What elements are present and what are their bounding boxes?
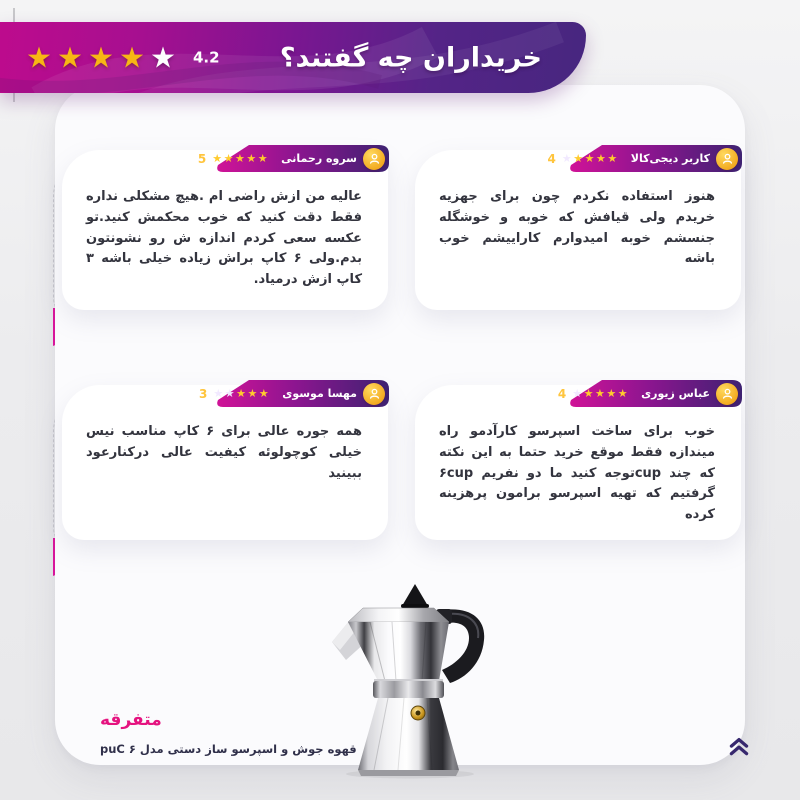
review-text: همه جوره عالی برای ۶ کاپ مناسب نیس خیلی کوچولوئه کیفیت عالی درکنارعود ببینید	[86, 424, 362, 481]
review-rating-value: 4	[557, 386, 567, 401]
reviewer-name: کاربر دیجی‌کالا	[630, 152, 710, 165]
review-rating-value: 5	[197, 151, 207, 166]
review-star-rating-icons: ★★★★★	[212, 152, 270, 165]
overall-star-rating-icons: ★★★★★	[26, 40, 181, 74]
category-label: متفرقه	[100, 710, 162, 730]
reviewer-name: سروه رحمانی	[281, 152, 357, 165]
double-chevron-up-icon[interactable]	[726, 732, 752, 758]
review-text: هنوز استفاده نکردم چون برای جهزیه خریدم ولی قیافش که خوبه و خوشگله جنسشم خوبه امیدوارم کاراییشم خوب باشه	[439, 189, 715, 267]
page-title: خریداران چه گفتند؟	[279, 42, 542, 73]
user-avatar-icon	[363, 383, 385, 405]
review-card	[415, 385, 741, 540]
review-star-rating-icons: ★★★★★	[572, 387, 630, 400]
review-card	[62, 150, 388, 310]
reviewer-badge	[547, 145, 742, 172]
review-rating-value: 3	[199, 386, 208, 401]
reviewer-badge	[197, 145, 389, 172]
overall-rating-value: 4.2	[193, 48, 220, 67]
review-text: خوب برای ساخت اسپرسو کارآدمو راه میندازه فقط موقع خرید حتما به این نکته که چند cupتوجه کنید ما دو نفریم ۶cup گرفتیم که تهیه اسپرسو برامون پرهزینه کرده	[439, 424, 715, 523]
user-avatar-icon	[363, 148, 385, 170]
overall-rating	[26, 40, 220, 74]
review-card	[415, 150, 741, 310]
review-star-rating-icons: ★★★★★	[561, 152, 619, 165]
user-avatar-icon	[716, 148, 738, 170]
reviewer-badge	[557, 380, 742, 407]
reviewer-name: عباس زیوری	[641, 387, 710, 400]
reviewer-badge	[199, 380, 389, 407]
review-text: عالیه من ازش راضی ام .هیچ مشکلی نداره فقط دقت کنید که خوب محکمش کنید.تو عکسه سعی کردم اندازه ش رو نشونتون بدم.ولی ۶ کاپ براش زیاده خیلی باشه ۳ کاپ ازش درمیاد.	[86, 189, 362, 288]
user-avatar-icon	[716, 383, 738, 405]
reviews-header-banner	[0, 22, 586, 93]
review-card	[62, 385, 388, 540]
product-name: قهوه جوش و اسپرسو ساز دستی مدل ۶ puC	[100, 742, 357, 756]
review-rating-value: 4	[547, 151, 556, 166]
reviewer-name: مهسا موسوی	[282, 387, 357, 400]
review-star-rating-icons: ★★★★★	[213, 387, 271, 400]
